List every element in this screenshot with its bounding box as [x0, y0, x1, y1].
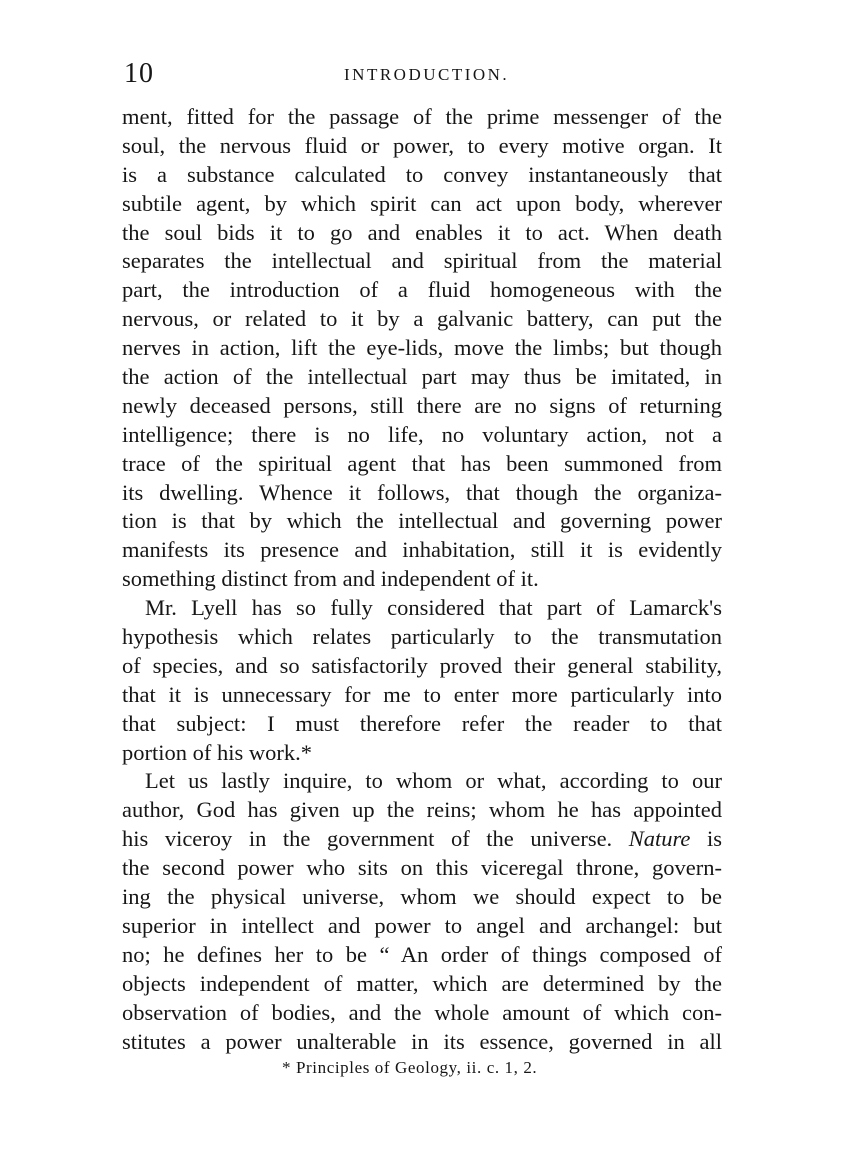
text-line: portion of his work.* [122, 739, 312, 765]
running-title: INTRODUCTION. [344, 65, 510, 84]
text-line: separates the intellectual and spiritual from the material [122, 248, 722, 274]
text-line: objects independent of matter, which are determined by the [122, 970, 722, 996]
body-text [122, 103, 722, 1056]
italic-word: Nature [628, 826, 691, 852]
text-line: trace of the spiritual agent that has been summoned from [122, 450, 722, 476]
footnote: * Principles of Geology, ii. c. 1, 2. [282, 1058, 538, 1077]
text-line: manifests its presence and inhabitation, still it is evidently [122, 537, 722, 563]
text-line: superior in intellect and power to angel and archangel: but [122, 912, 722, 938]
text-line: is a substance calculated to convey instantaneously that [122, 161, 722, 187]
text-line: no; he defines her to be “ An order of things composed of [122, 941, 722, 967]
text-line: hypothesis which relates particularly to the transmutation [122, 624, 722, 650]
text-line: subtile agent, by which spirit can act upon body, wherever [122, 190, 722, 216]
text-line: nerves in action, lift the eye-lids, move the limbs; but though [122, 335, 722, 361]
text-line: nervous, or related to it by a galvanic battery, can put the [122, 306, 722, 332]
text-line: intelligence; there is no life, no voluntary action, not a [122, 421, 722, 447]
text-line: ing the physical universe, whom we should expect to be [122, 884, 722, 910]
text-line: newly deceased persons, still there are no signs of returning [122, 392, 722, 418]
text-line: its dwelling. Whence it follows, that though the organiza- [122, 479, 722, 505]
text-line: soul, the nervous fluid or power, to every motive organ. It [122, 132, 722, 158]
text-segment: is [690, 826, 722, 852]
text-line: of species, and so satisfactorily proved their general stability, [122, 652, 722, 678]
page-header [122, 58, 722, 90]
text-line: part, the introduction of a fluid homogeneous with the [122, 277, 722, 303]
text-line: something distinct from and independent of it. [122, 566, 539, 592]
text-line: tion is that by which the intellectual and governing power [122, 508, 722, 534]
text-line: the action of the intellectual part may thus be imitated, in [122, 364, 722, 390]
text-line: stitutes a power unalterable in its essence, governed in all [122, 1028, 722, 1054]
text-line: that it is unnecessary for me to enter more particularly into [122, 681, 722, 707]
text-segment: his viceroy in the government of the universe. [122, 826, 613, 852]
page-number: 10 [124, 58, 154, 89]
text-line: the second power who sits on this viceregal throne, govern- [122, 855, 722, 881]
text-line: observation of bodies, and the whole amount of which con- [122, 999, 722, 1025]
text-line [122, 825, 722, 854]
text-line: ment, fitted for the passage of the prime messenger of the [122, 104, 722, 129]
text-line: that subject: I must therefore refer the reader to that [122, 710, 722, 736]
text-line: author, God has given up the reins; whom he has appointed [122, 797, 722, 823]
text-line: Mr. Lyell has so fully considered that part of Lamarck's [145, 595, 722, 621]
text-line: the soul bids it to go and enables it to act. When death [122, 219, 722, 245]
text-line: Let us lastly inquire, to whom or what, according to our [145, 768, 722, 794]
